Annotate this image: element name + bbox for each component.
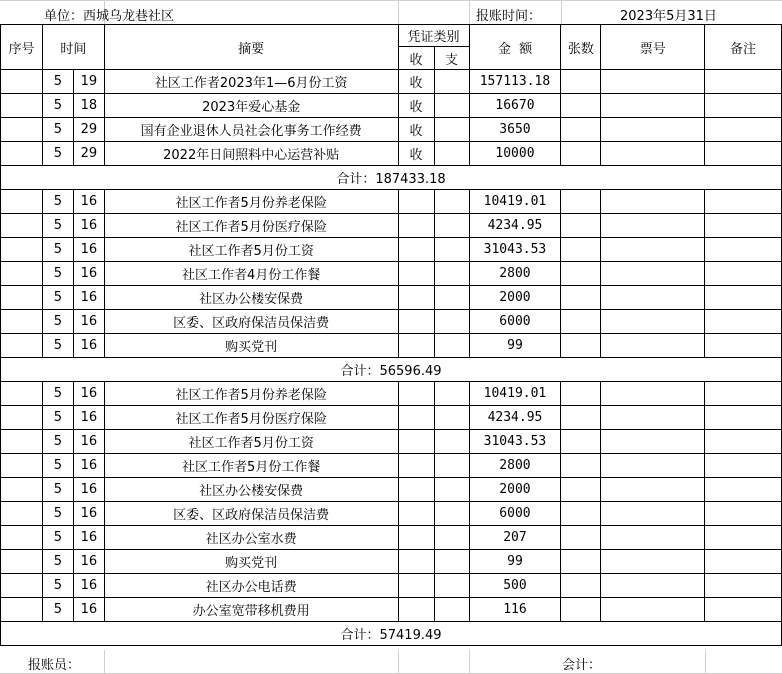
- table-row: [1, 478, 782, 502]
- total-row: [1, 622, 782, 646]
- grid-line: [0, 0, 782, 1]
- table-row: [1, 118, 782, 142]
- cell-sheets: [561, 142, 601, 166]
- cell-pay: [434, 310, 469, 334]
- cell-month: 5: [42, 406, 73, 430]
- cell-receive: [398, 382, 434, 406]
- cell-day: 16: [73, 334, 104, 358]
- cell-month: 5: [42, 262, 73, 286]
- cell-day: 16: [73, 238, 104, 262]
- cell-remarks: [705, 334, 782, 358]
- cell-seq: [1, 118, 43, 142]
- cell-ticket-no: [601, 238, 705, 262]
- table-row: [1, 142, 782, 166]
- cell-receive: [398, 214, 434, 238]
- accountant-label: 会计：: [562, 658, 602, 673]
- cell-amount: 2000: [469, 286, 561, 310]
- cell-receive: [398, 406, 434, 430]
- cell-seq: [1, 574, 43, 598]
- cell-ticket-no: [601, 382, 705, 406]
- cell-receive: 收: [398, 94, 434, 118]
- cell-pay: [434, 214, 469, 238]
- table-row: [1, 310, 782, 334]
- table-row: [1, 454, 782, 478]
- cell-ticket-no: [601, 190, 705, 214]
- cell-remarks: [705, 526, 782, 550]
- cell-day: 16: [73, 526, 104, 550]
- cell-receive: [398, 598, 434, 622]
- report-date-value: 2023年5月31日: [620, 9, 717, 24]
- cell-month: 5: [42, 526, 73, 550]
- cell-day: 16: [73, 478, 104, 502]
- table-row: [1, 598, 782, 622]
- cell-summary: 国有企业退休人员社会化事务工作经费: [104, 118, 398, 142]
- cell-amount: 4234.95: [469, 406, 561, 430]
- cell-receive: 收: [398, 118, 434, 142]
- cell-day: 16: [73, 550, 104, 574]
- table-row: [1, 550, 782, 574]
- cell-month: 5: [42, 118, 73, 142]
- cell-receive: [398, 238, 434, 262]
- cell-ticket-no: [601, 286, 705, 310]
- cell-ticket-no: [601, 550, 705, 574]
- cell-summary: 2023年爱心基金: [104, 94, 398, 118]
- cell-remarks: [705, 382, 782, 406]
- cell-sheets: [561, 406, 601, 430]
- cell-pay: [434, 478, 469, 502]
- cell-pay: [434, 334, 469, 358]
- cell-summary: 社区工作者5月份工资: [104, 430, 398, 454]
- cell-summary: 社区工作者5月份工资: [104, 238, 398, 262]
- cell-sheets: [561, 478, 601, 502]
- unit-label: 单位：西城乌龙巷社区: [44, 9, 175, 24]
- cell-sheets: [561, 190, 601, 214]
- col-remarks-header: 备注: [705, 25, 782, 70]
- grid-line: [469, 650, 470, 674]
- cell-day: 16: [73, 190, 104, 214]
- cell-receive: [398, 334, 434, 358]
- cell-receive: 收: [398, 70, 434, 94]
- cell-ticket-no: [601, 70, 705, 94]
- cell-amount: 6000: [469, 502, 561, 526]
- table-row: [1, 70, 782, 94]
- cell-sheets: [561, 502, 601, 526]
- cell-summary: 社区办公楼安保费: [104, 286, 398, 310]
- cell-seq: [1, 550, 43, 574]
- cell-month: 5: [42, 238, 73, 262]
- col-seq-header: 序号: [1, 25, 43, 70]
- cell-pay: [434, 454, 469, 478]
- cell-sheets: [561, 526, 601, 550]
- cell-amount: 4234.95: [469, 214, 561, 238]
- cell-seq: [1, 454, 43, 478]
- cell-seq: [1, 406, 43, 430]
- cell-day: 16: [73, 262, 104, 286]
- cell-pay: [434, 406, 469, 430]
- section-total: 合计：56596.49: [1, 358, 782, 382]
- cell-seq: [1, 70, 43, 94]
- cell-amount: 10419.01: [469, 190, 561, 214]
- cell-month: 5: [42, 190, 73, 214]
- cell-receive: [398, 574, 434, 598]
- cell-pay: [434, 286, 469, 310]
- cell-receive: 收: [398, 142, 434, 166]
- cell-ticket-no: [601, 478, 705, 502]
- table-row: [1, 214, 782, 238]
- cell-ticket-no: [601, 310, 705, 334]
- cell-pay: [434, 262, 469, 286]
- cell-amount: 16670: [469, 94, 561, 118]
- cell-pay: [434, 502, 469, 526]
- cell-seq: [1, 190, 43, 214]
- cell-sheets: [561, 238, 601, 262]
- cell-summary: 社区工作者5月份医疗保险: [104, 406, 398, 430]
- section-total: 合计：187433.18: [1, 166, 782, 190]
- reporter-label: 报账员：: [28, 658, 81, 673]
- cell-month: 5: [42, 382, 73, 406]
- table-row: [1, 502, 782, 526]
- cell-day: 16: [73, 502, 104, 526]
- cell-sheets: [561, 550, 601, 574]
- grid-line: [561, 0, 562, 24]
- cell-seq: [1, 502, 43, 526]
- cell-remarks: [705, 286, 782, 310]
- table-row: [1, 574, 782, 598]
- cell-amount: 31043.53: [469, 430, 561, 454]
- cell-receive: [398, 502, 434, 526]
- cell-amount: 3650: [469, 118, 561, 142]
- cell-seq: [1, 238, 43, 262]
- table-row: [1, 286, 782, 310]
- cell-month: 5: [42, 454, 73, 478]
- cell-day: 16: [73, 430, 104, 454]
- cell-day: 16: [73, 454, 104, 478]
- cell-summary: 社区工作者5月份养老保险: [104, 382, 398, 406]
- cell-summary: 2022年日间照料中心运营补贴: [104, 142, 398, 166]
- cell-seq: [1, 598, 43, 622]
- cell-day: 19: [73, 70, 104, 94]
- report-date-label: 报账时间：: [476, 9, 542, 24]
- cell-sheets: [561, 574, 601, 598]
- col-time-header: 时间: [42, 25, 104, 70]
- col-summary-header: 摘要: [104, 25, 398, 70]
- cell-remarks: [705, 454, 782, 478]
- cell-amount: 99: [469, 334, 561, 358]
- cell-seq: [1, 526, 43, 550]
- grid-line: [104, 650, 105, 674]
- cell-ticket-no: [601, 574, 705, 598]
- cell-sheets: [561, 334, 601, 358]
- table-row: [1, 430, 782, 454]
- cell-amount: 116: [469, 598, 561, 622]
- col-voucher-type-header: 凭证类别: [398, 25, 469, 47]
- total-row: [1, 166, 782, 190]
- cell-remarks: [705, 478, 782, 502]
- cell-ticket-no: [601, 454, 705, 478]
- cell-receive: [398, 430, 434, 454]
- cell-sheets: [561, 430, 601, 454]
- cell-pay: [434, 598, 469, 622]
- cell-ticket-no: [601, 118, 705, 142]
- cell-day: 29: [73, 118, 104, 142]
- cell-summary: 社区办公楼安保费: [104, 478, 398, 502]
- cell-month: 5: [42, 334, 73, 358]
- cell-ticket-no: [601, 142, 705, 166]
- cell-seq: [1, 430, 43, 454]
- cell-summary: 办公室宽带移机费用: [104, 598, 398, 622]
- cell-summary: 社区工作者5月份医疗保险: [104, 214, 398, 238]
- cell-remarks: [705, 214, 782, 238]
- cell-ticket-no: [601, 598, 705, 622]
- cell-seq: [1, 334, 43, 358]
- cell-day: 16: [73, 406, 104, 430]
- table-row: [1, 526, 782, 550]
- cell-pay: [434, 550, 469, 574]
- cell-amount: 99: [469, 550, 561, 574]
- cell-remarks: [705, 142, 782, 166]
- cell-month: 5: [42, 550, 73, 574]
- cell-amount: 500: [469, 574, 561, 598]
- table-row: [1, 238, 782, 262]
- table-row: [1, 190, 782, 214]
- cell-pay: [434, 574, 469, 598]
- cell-pay: [434, 94, 469, 118]
- cell-sheets: [561, 382, 601, 406]
- cell-sheets: [561, 262, 601, 286]
- table-row: [1, 262, 782, 286]
- cell-seq: [1, 262, 43, 286]
- grid-line: [398, 0, 399, 24]
- cell-remarks: [705, 502, 782, 526]
- expense-table: [0, 24, 782, 646]
- cell-ticket-no: [601, 334, 705, 358]
- cell-day: 29: [73, 142, 104, 166]
- cell-ticket-no: [601, 214, 705, 238]
- cell-day: 16: [73, 574, 104, 598]
- cell-remarks: [705, 430, 782, 454]
- cell-remarks: [705, 190, 782, 214]
- cell-receive: [398, 310, 434, 334]
- cell-remarks: [705, 310, 782, 334]
- cell-ticket-no: [601, 526, 705, 550]
- cell-summary: 区委、区政府保洁员保洁费: [104, 502, 398, 526]
- cell-seq: [1, 478, 43, 502]
- cell-remarks: [705, 238, 782, 262]
- cell-sheets: [561, 118, 601, 142]
- cell-month: 5: [42, 598, 73, 622]
- cell-pay: [434, 526, 469, 550]
- cell-month: 5: [42, 574, 73, 598]
- cell-seq: [1, 94, 43, 118]
- cell-ticket-no: [601, 502, 705, 526]
- cell-receive: [398, 190, 434, 214]
- cell-day: 16: [73, 598, 104, 622]
- cell-sheets: [561, 214, 601, 238]
- cell-sheets: [561, 454, 601, 478]
- cell-amount: 2000: [469, 478, 561, 502]
- cell-summary: 社区工作者5月份工作餐: [104, 454, 398, 478]
- cell-summary: 购买党刊: [104, 334, 398, 358]
- cell-receive: [398, 526, 434, 550]
- cell-sheets: [561, 286, 601, 310]
- cell-seq: [1, 310, 43, 334]
- grid-line: [398, 650, 399, 674]
- cell-summary: 社区办公电话费: [104, 574, 398, 598]
- cell-amount: 2800: [469, 262, 561, 286]
- cell-month: 5: [42, 430, 73, 454]
- cell-receive: [398, 286, 434, 310]
- cell-receive: [398, 454, 434, 478]
- cell-month: 5: [42, 214, 73, 238]
- cell-month: 5: [42, 70, 73, 94]
- total-row: [1, 358, 782, 382]
- cell-receive: [398, 262, 434, 286]
- cell-pay: [434, 430, 469, 454]
- col-amount-header: 金 额: [469, 25, 561, 70]
- cell-remarks: [705, 94, 782, 118]
- cell-day: 16: [73, 382, 104, 406]
- cell-seq: [1, 142, 43, 166]
- cell-seq: [1, 214, 43, 238]
- table-row: [1, 382, 782, 406]
- cell-day: 16: [73, 214, 104, 238]
- cell-amount: 207: [469, 526, 561, 550]
- table-row: [1, 406, 782, 430]
- cell-summary: 社区工作者2023年1—6月份工资: [104, 70, 398, 94]
- col-pay-header: 支: [434, 47, 469, 70]
- cell-month: 5: [42, 502, 73, 526]
- cell-sheets: [561, 598, 601, 622]
- table-row: [1, 334, 782, 358]
- cell-seq: [1, 382, 43, 406]
- cell-amount: 10419.01: [469, 382, 561, 406]
- cell-summary: 社区办公室水费: [104, 526, 398, 550]
- col-receive-header: 收: [398, 47, 434, 70]
- col-sheets-header: 张数: [561, 25, 601, 70]
- cell-amount: 157113.18: [469, 70, 561, 94]
- cell-summary: 区委、区政府保洁员保洁费: [104, 310, 398, 334]
- cell-pay: [434, 382, 469, 406]
- cell-month: 5: [42, 142, 73, 166]
- cell-month: 5: [42, 94, 73, 118]
- cell-receive: [398, 550, 434, 574]
- cell-pay: [434, 118, 469, 142]
- cell-sheets: [561, 70, 601, 94]
- cell-day: 18: [73, 94, 104, 118]
- cell-remarks: [705, 406, 782, 430]
- cell-ticket-no: [601, 94, 705, 118]
- cell-month: 5: [42, 478, 73, 502]
- grid-line: [705, 650, 706, 674]
- cell-remarks: [705, 118, 782, 142]
- cell-remarks: [705, 550, 782, 574]
- cell-summary: 社区工作者5月份养老保险: [104, 190, 398, 214]
- cell-month: 5: [42, 310, 73, 334]
- grid-line: [469, 0, 470, 24]
- cell-seq: [1, 286, 43, 310]
- cell-pay: [434, 190, 469, 214]
- cell-amount: 31043.53: [469, 238, 561, 262]
- cell-day: 16: [73, 286, 104, 310]
- cell-sheets: [561, 310, 601, 334]
- cell-pay: [434, 70, 469, 94]
- col-ticket-no-header: 票号: [601, 25, 705, 70]
- cell-day: 16: [73, 310, 104, 334]
- cell-remarks: [705, 262, 782, 286]
- cell-amount: 10000: [469, 142, 561, 166]
- cell-pay: [434, 238, 469, 262]
- cell-sheets: [561, 94, 601, 118]
- cell-amount: 2800: [469, 454, 561, 478]
- table-row: [1, 94, 782, 118]
- cell-remarks: [705, 70, 782, 94]
- section-total: 合计：57419.49: [1, 622, 782, 646]
- cell-ticket-no: [601, 262, 705, 286]
- cell-amount: 6000: [469, 310, 561, 334]
- cell-remarks: [705, 598, 782, 622]
- cell-summary: 社区工作者4月份工作餐: [104, 262, 398, 286]
- cell-remarks: [705, 574, 782, 598]
- cell-summary: 购买党刊: [104, 550, 398, 574]
- cell-receive: [398, 478, 434, 502]
- signature-row: [0, 650, 782, 674]
- cell-pay: [434, 142, 469, 166]
- cell-ticket-no: [601, 406, 705, 430]
- cell-month: 5: [42, 286, 73, 310]
- cell-ticket-no: [601, 430, 705, 454]
